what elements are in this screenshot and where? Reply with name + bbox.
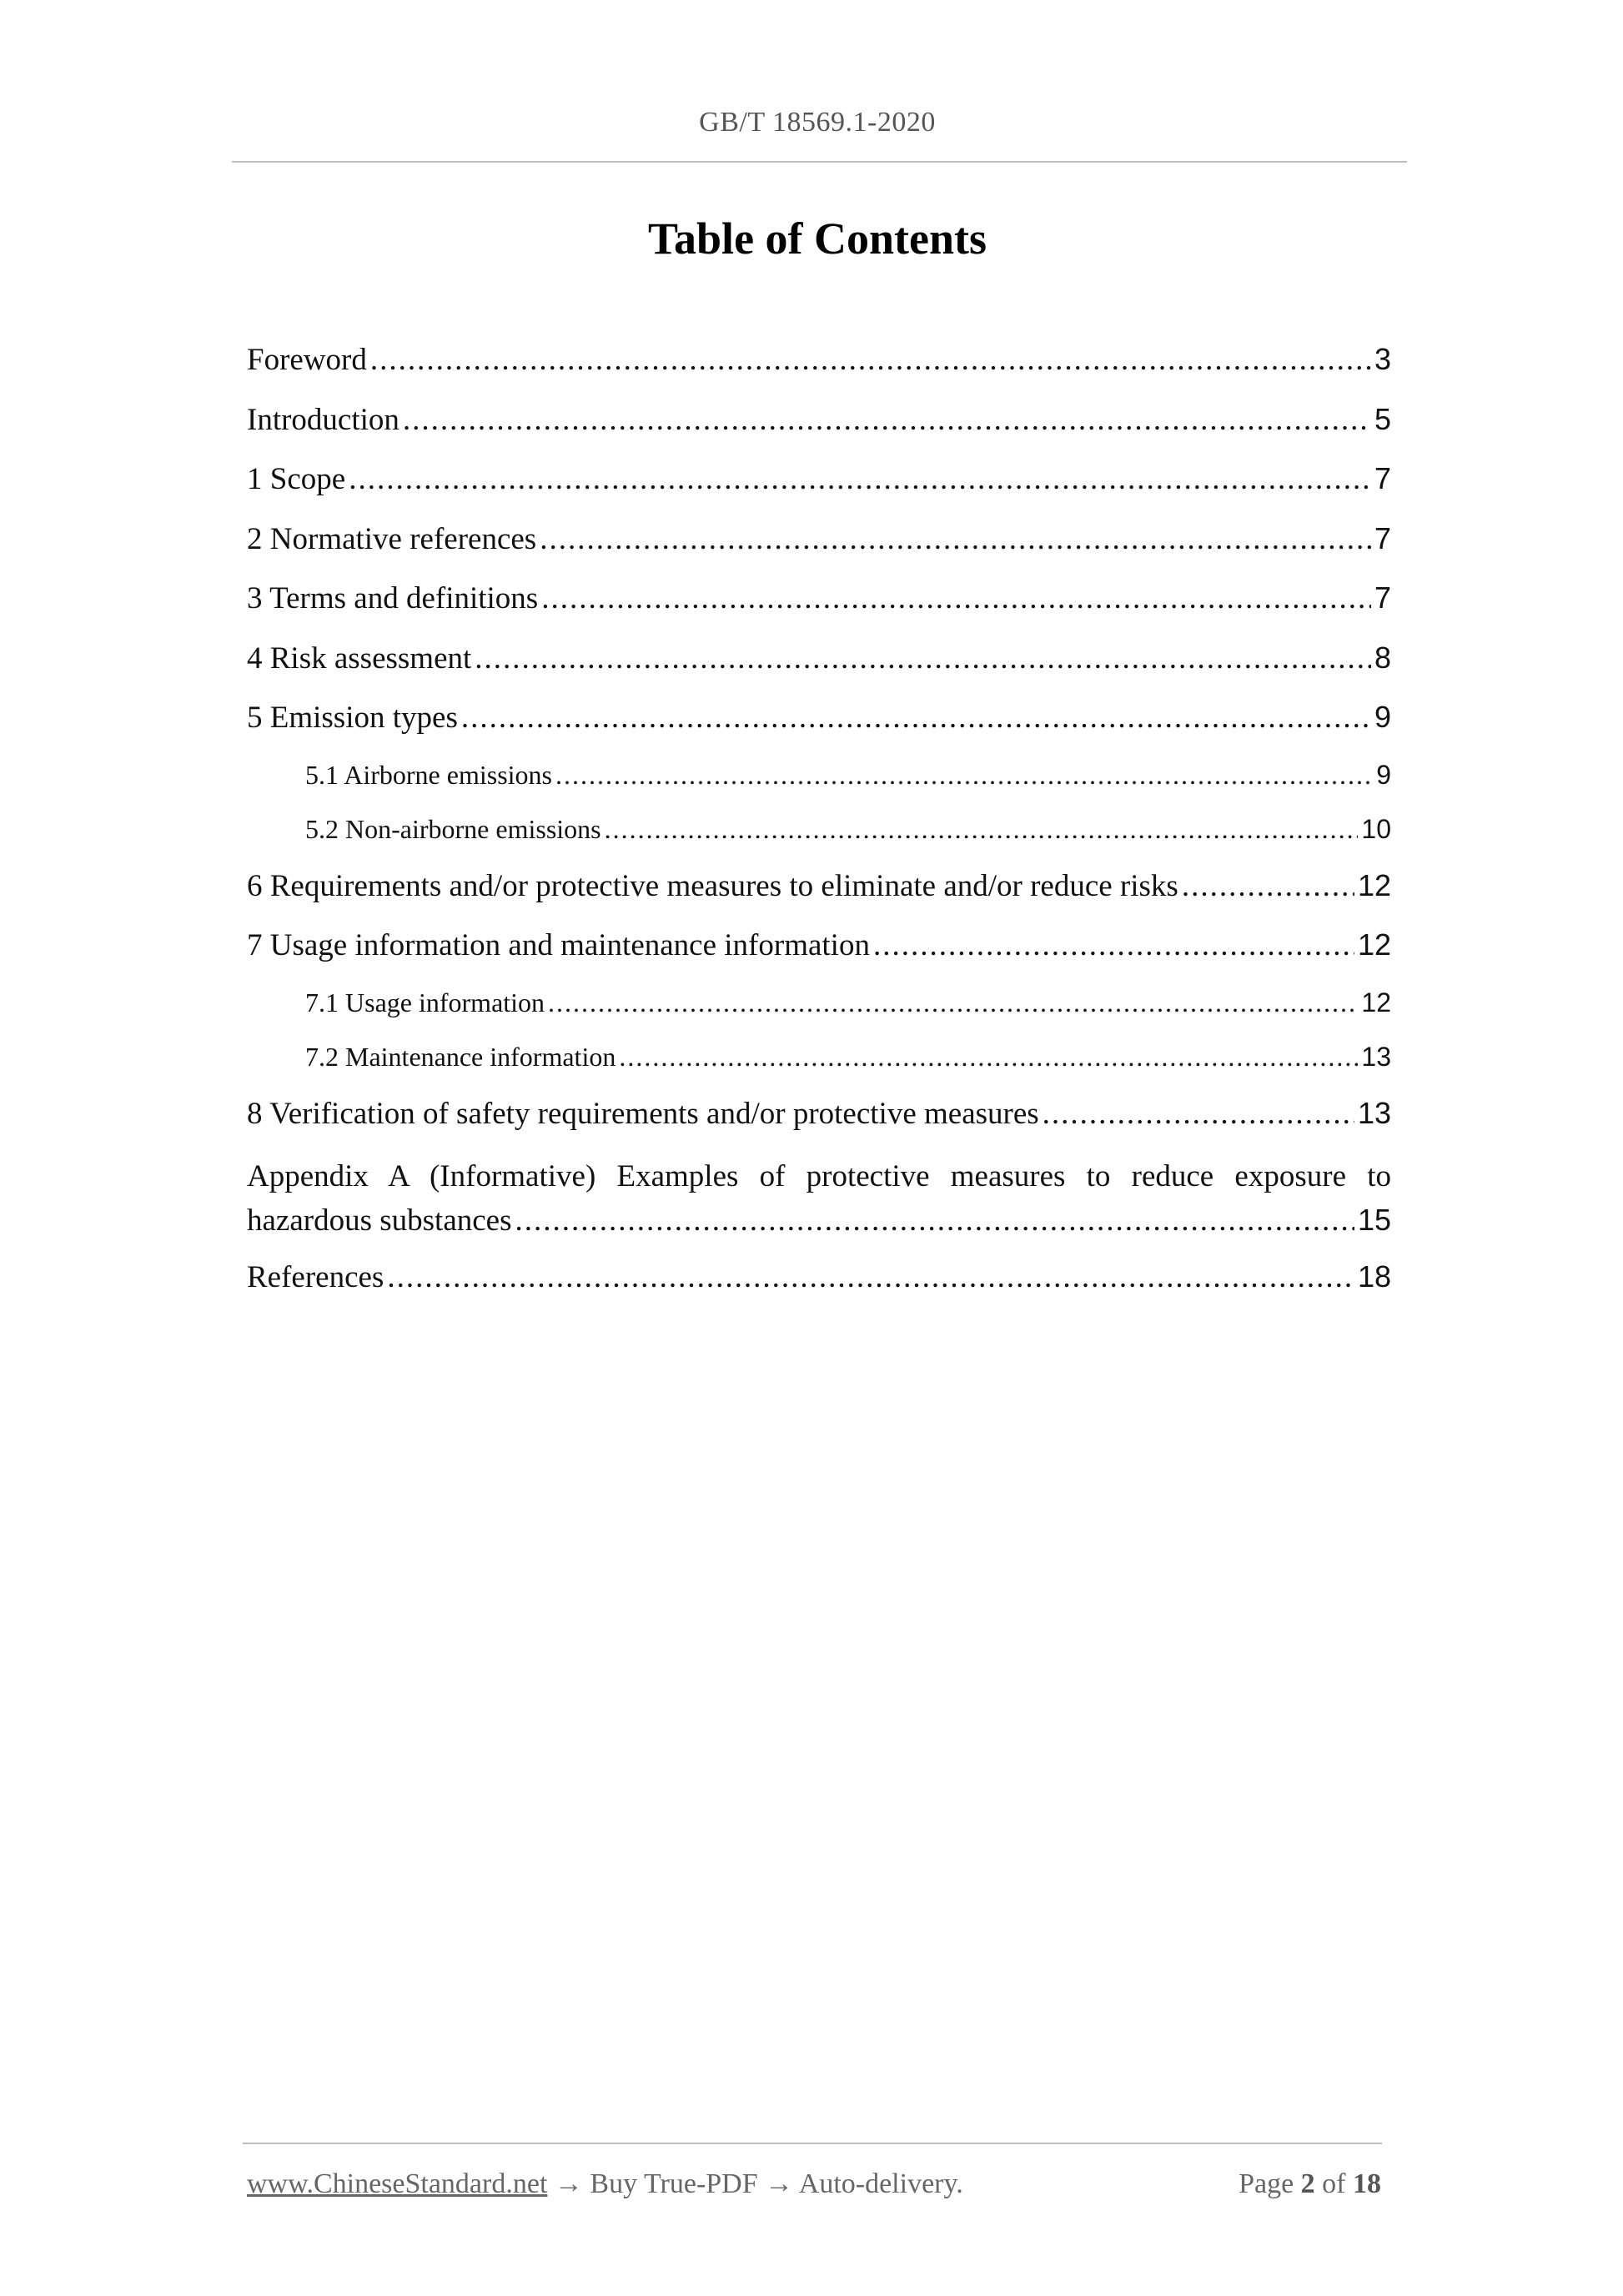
toc-entry-label: 7 Usage information and maintenance information [247, 928, 870, 962]
toc-entry-verification[interactable] [247, 1096, 1391, 1156]
toc-dot-leader [605, 814, 1359, 845]
toc-dot-leader [1182, 868, 1354, 904]
toc-entry-page: 12 [1361, 987, 1391, 1017]
toc-dot-leader [555, 760, 1373, 791]
toc-entry-non-airborne-emissions[interactable] [247, 814, 1391, 868]
footer-promo [247, 2168, 963, 2200]
toc-dot-leader [873, 927, 1354, 963]
toc-entry-page: 9 [1374, 700, 1391, 734]
toc-entry-page: 13 [1357, 1095, 1391, 1130]
toc-entry-page: 5 [1374, 401, 1391, 436]
page-indicator [1239, 2168, 1381, 2200]
website-link[interactable]: www.ChineseStandard.net [247, 2168, 548, 2199]
page-word: Page [1239, 2168, 1294, 2199]
toc-entry-terms-and-definitions[interactable] [247, 580, 1391, 641]
toc-entry-label: 1 Scope [247, 462, 346, 496]
page-title: Table of Contents [647, 214, 987, 264]
toc-entry-page: 15 [1357, 1203, 1391, 1237]
table-of-contents [247, 342, 1391, 1319]
total-pages-number: 18 [1353, 2168, 1381, 2199]
header-divider [232, 161, 1407, 163]
toc-entry-label: 8 Verification of safety requirements and/or protective measures [247, 1096, 1039, 1131]
toc-entry-maintenance-information[interactable] [247, 1042, 1391, 1096]
toc-entry-scope[interactable] [247, 461, 1391, 521]
toc-entry-page: 7 [1374, 461, 1391, 495]
toc-entry-label: 3 Terms and definitions [247, 581, 539, 615]
toc-dot-leader [619, 1042, 1358, 1073]
toc-entry-label: 2 Normative references [247, 521, 537, 556]
toc-entry-emission-types[interactable] [247, 700, 1391, 760]
toc-entry-introduction[interactable] [247, 402, 1391, 462]
toc-dot-leader [548, 987, 1358, 1018]
toc-entry-label: Foreword [247, 343, 367, 377]
toc-dot-leader [541, 580, 1371, 616]
toc-entry-page: 7 [1374, 520, 1391, 555]
toc-entry-label: Introduction [247, 402, 399, 437]
toc-entry-label: 5 Emission types [247, 701, 458, 735]
toc-entry-usage-and-maintenance[interactable] [247, 927, 1391, 987]
page-footer [247, 2168, 1381, 2200]
toc-entry-usage-information[interactable] [247, 987, 1391, 1042]
toc-dot-leader [349, 461, 1371, 497]
toc-entry-label: 5.1 Airborne emissions [305, 759, 552, 790]
toc-entry-page: 12 [1357, 867, 1391, 902]
footer-divider [243, 2143, 1382, 2144]
toc-entry-page: 3 [1374, 342, 1391, 376]
current-page-number: 2 [1300, 2168, 1315, 2199]
toc-entry-page: 9 [1376, 759, 1391, 790]
toc-entry-foreword[interactable] [247, 342, 1391, 402]
toc-entry-label: 4 Risk assessment [247, 641, 472, 676]
toc-entry-page: 13 [1361, 1041, 1391, 1072]
toc-entry-label: 5.2 Non-airborne emissions [305, 813, 601, 844]
toc-dot-leader [540, 521, 1371, 557]
toc-entry-page: 8 [1374, 640, 1391, 675]
toc-entry-page: 10 [1361, 813, 1391, 844]
toc-dot-leader [461, 700, 1371, 736]
toc-entry-airborne-emissions[interactable] [247, 760, 1391, 814]
toc-dot-leader [403, 402, 1371, 438]
toc-entry-label-line2: hazardous substances [247, 1203, 512, 1238]
toc-entry-appendix-a[interactable] [247, 1155, 1391, 1243]
toc-entry-page: 18 [1357, 1259, 1391, 1294]
toc-entry-label-line1: Appendix A (Informative) Examples of protective measures to reduce exposure to [247, 1159, 1391, 1193]
toc-entry-label: 7.1 Usage information [305, 987, 545, 1017]
toc-entry-risk-assessment[interactable] [247, 641, 1391, 701]
toc-entry-page: 7 [1374, 580, 1391, 615]
toc-entry-normative-references[interactable] [247, 521, 1391, 581]
toc-dot-leader [370, 342, 1371, 378]
toc-entry-page: 12 [1357, 927, 1391, 962]
toc-dot-leader [475, 641, 1371, 676]
toc-dot-leader [1043, 1096, 1354, 1132]
toc-entry-requirements[interactable] [247, 868, 1391, 928]
toc-entry-label: 7.2 Maintenance information [305, 1041, 616, 1072]
toc-entry-label: 6 Requirements and/or protective measures to eliminate and/or reduce risks [247, 868, 1178, 903]
toc-entry-line2 [247, 1198, 1391, 1243]
document-code-header: GB/T 18569.1-2020 [699, 107, 936, 138]
toc-dot-leader [515, 1199, 1354, 1243]
of-word: of [1322, 2168, 1346, 2199]
toc-entry-label: References [247, 1260, 384, 1294]
toc-dot-leader [387, 1259, 1354, 1295]
toc-entry-references[interactable] [247, 1259, 1391, 1319]
footer-tagline: → Buy True-PDF → Auto-delivery. [547, 2168, 963, 2199]
